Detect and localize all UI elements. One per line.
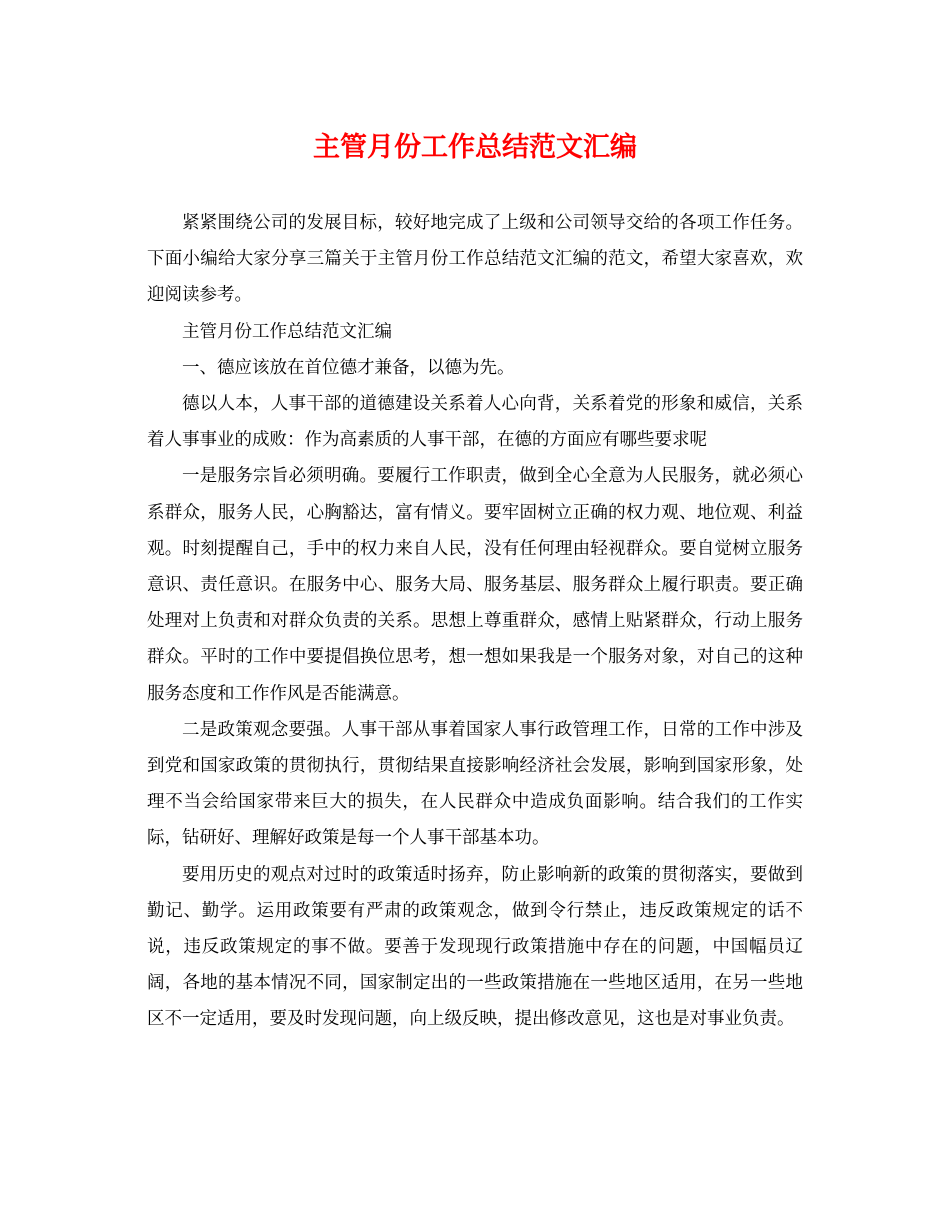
- paragraph-intro: 紧紧围绕公司的发展目标，较好地完成了上级和公司领导交给的各项工作任务。下面小编给大家分享三篇关于主管月份工作总结范文汇编的范文，希望大家喜欢，欢迎阅读参考。: [147, 213, 803, 306]
- document-title: 主管月份工作总结范文汇编: [313, 132, 637, 163]
- document-body: [147, 205, 803, 1038]
- paragraph-virtue: 德以人本，人事干部的道德建设关系着人心向背，关系着党的形象和威信，关系着人事事业的成败：作为高素质的人事干部，在德的方面应有哪些要求呢: [147, 394, 803, 451]
- paragraph-section-heading: 一、德应该放在首位德才兼备，以德为先。: [182, 357, 515, 378]
- paragraph-history: 要用历史的观点对过时的政策适时扬弃，防止影响新的政策的贯彻落实，要做到勤记、勤学。运用政策要有严肃的政策观念，做到令行禁止，违反政策规定的话不说，违反政策规定的事不做。要善于发现现行政策措施中存在的问题，中国幅员辽阔，各地的基本情况不同，国家制定出的一些政策措施在一些地区适用，在另一些地区不一定适用，要及时发现问题，向上级反映，提出修改意见，这也是对事业负责。: [147, 864, 803, 1030]
- paragraph-service: 一是服务宗旨必须明确。要履行工作职责，做到全心全意为人民服务，就必须心系群众，服务人民，心胸豁达，富有情义。要牢固树立正确的权力观、地位观、利益观。时刻提醒自己，手中的权力来自人民，没有任何理由轻视群众。要自觉树立服务意识、责任意识。在服务中心、服务大局、服务基层、服务群众上履行职责。要正确处理对上负责和对群众负责的关系。思想上尊重群众，感情上贴紧群众，行动上服务群众。平时的工作中要提倡换位思考，想一想如果我是一个服务对象，对自己的这种服务态度和工作作风是否能满意。: [147, 466, 803, 704]
- paragraph-policy: 二是政策观念要强。人事干部从事着国家人事行政管理工作，日常的工作中涉及到党和国家政策的贯彻执行，贯彻结果直接影响经济社会发展，影响到国家形象，处理不当会给国家带来巨大的损失，在人民群众中造成负面影响。结合我们的工作实际，钻研好、理解好政策是每一个人事干部基本功。: [147, 719, 803, 849]
- paragraph-subtitle: 主管月份工作总结范文汇编: [182, 321, 392, 342]
